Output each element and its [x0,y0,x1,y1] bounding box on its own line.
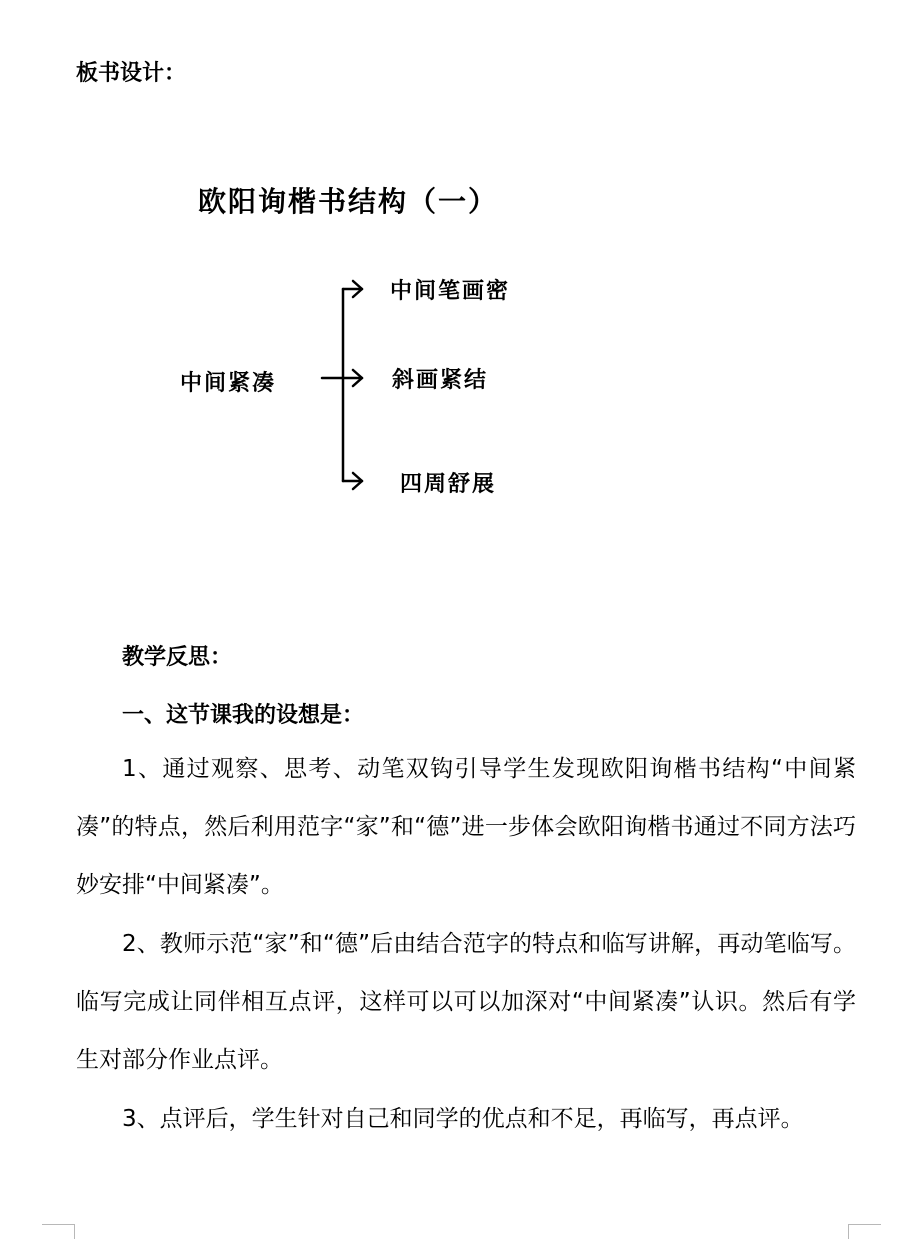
branch-label-1: 中间笔画密 [390,279,511,304]
reflection-paragraph-3: 3、点评后，学生针对自己和同学的优点和不足，再临写，再点评。 [122,1106,804,1132]
page-corner-mark-right [848,1224,881,1239]
branch-label-3: 四周舒展 [400,472,497,497]
page-corner-mark-left [42,1224,75,1239]
root-label: 中间紧凑 [180,371,277,396]
branch-label-2: 斜画紧结 [392,368,489,393]
board-title: 欧阳询楷书结构（一） [198,185,499,218]
reflection-paragraph-2: 2、教师示范“家”和“德”后由结合范字的特点和临写讲解，再动笔临写。临写完成让同伴相互点评，这样可以可以加深对“中间紧凑”认识。然后有学生对部分作业点评。 [76,931,856,1073]
reflection-paragraph-1: 1、通过观察、思考、动笔双钩引导学生发现欧阳询楷书结构“中间紧凑”的特点，然后利用范字“家”和“德”进一步体会欧阳询楷书通过不同方法巧妙安排“中间紧凑”。 [76,756,856,898]
board-design-heading: 板书设计： [76,61,187,86]
reflection-heading: 教学反思： [122,645,233,670]
reflection-subheading: 一、这节课我的设想是： [122,703,365,728]
